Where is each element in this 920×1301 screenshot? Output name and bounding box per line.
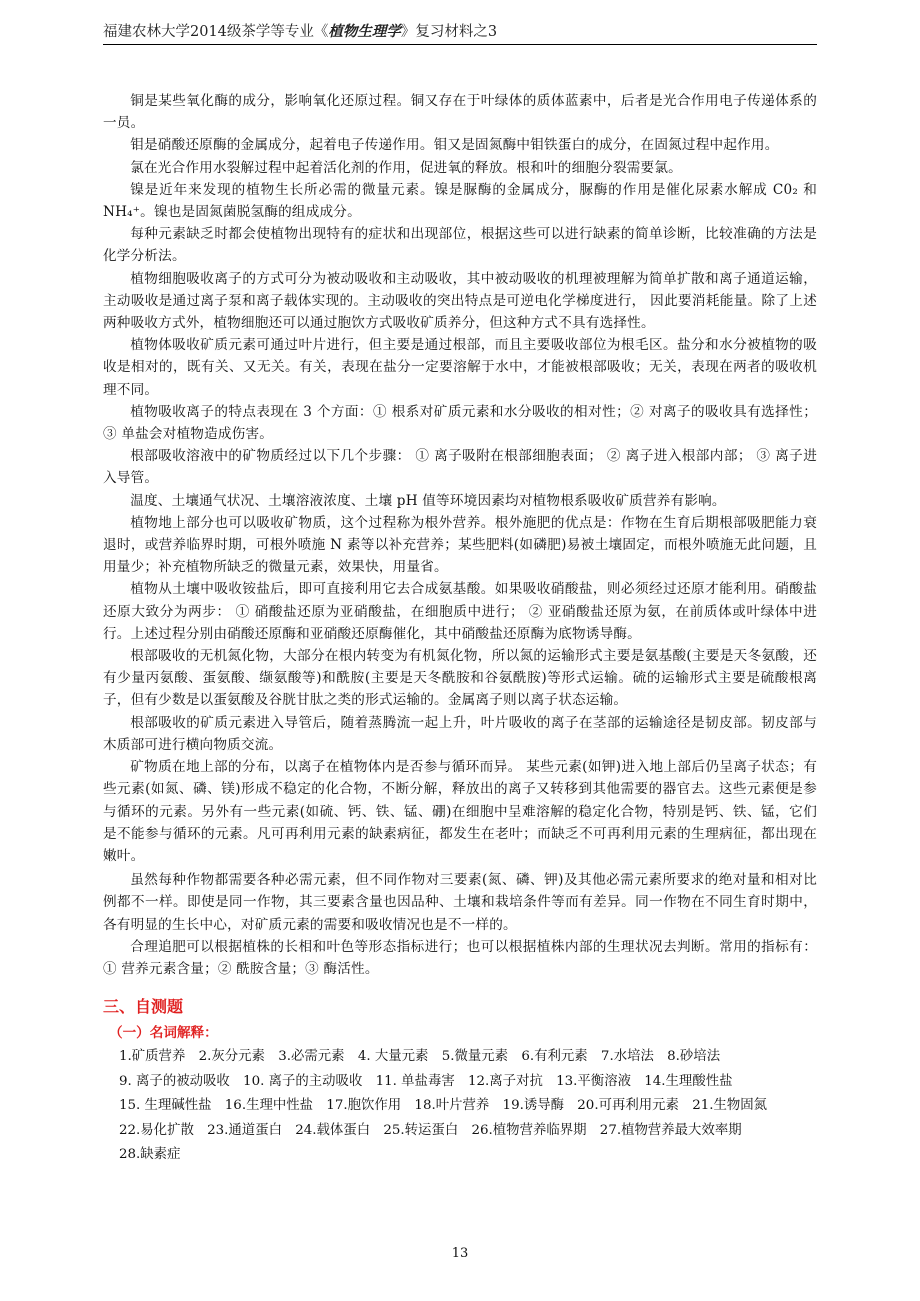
term-item: 15. 生理碱性盐 xyxy=(119,1098,212,1114)
term-item: 12.离子对抗 xyxy=(468,1073,543,1089)
term-item: 7.水培法 xyxy=(600,1049,654,1065)
term-item: 18.叶片营养 xyxy=(414,1098,490,1114)
term-item: 28.缺素症 xyxy=(119,1147,181,1163)
paragraph: 植物地上部分也可以吸收矿物质，这个过程称为根外营养。根外施肥的优点是：作物在生育后期根部吸肥能力衰退时，或营养临界时期，可根外喷施 N 素等以补充营养；某些肥料(如磷肥)易被土壤固定，而根外喷施无此问题，且用量少；补充植物所缺乏的微量元素，效果快，用量省。 xyxy=(103,514,817,576)
term-item: 11. 单盐毒害 xyxy=(375,1073,455,1089)
section-title: 三、自测题 xyxy=(103,997,184,1017)
term-item: 23.通道蛋白 xyxy=(207,1122,282,1138)
term-item: 5.微量元素 xyxy=(441,1049,509,1065)
header-prefix: 福建农林大学2014级茶学等专业《 xyxy=(103,24,329,40)
term-item: 24.载体蛋白 xyxy=(295,1122,371,1138)
term-item: 9. 离子的被动吸收 xyxy=(119,1073,230,1089)
term-item: 16.生理中性盐 xyxy=(224,1098,314,1114)
term-item: 2.灰分元素 xyxy=(198,1049,265,1065)
header-course: 植物生理学 xyxy=(328,23,401,40)
term-item: 14.生理酸性盐 xyxy=(644,1073,733,1089)
paragraph: 根部吸收的矿质元素进入导管后，随着蒸腾流一起上升，叶片吸收的离子在茎部的运输途径是韧皮部。韧皮部与木质部可进行横向物质交流。 xyxy=(103,714,817,753)
paragraph: 根部吸收的无机氮化物，大部分在根内转变为有机氮化物，所以氮的运输形式主要是氨基酸(主要是天冬氨酸，还有少量丙氨酸、蛋氨酸、缬氨酸等)和酰胺(主要是天冬酰胺和谷氨酰胺)等形式运输。硫的运输形式主要是硫酸根离子，但有少数是以蛋氨酸及谷胱甘肽之类的形式运输的。金属离子则以离子状态运输。 xyxy=(103,648,817,709)
paragraph: 根部吸收溶液中的矿物质经过以下几个步骤： ① 离子吸附在根部细胞表面； ② 离子进入根部内部； ③ 离子进入导管。 xyxy=(103,448,817,487)
paragraph: 植物细胞吸收离子的方式可分为被动吸收和主动吸收，其中被动吸收的机理被理解为简单扩散和离子通道运输，主动吸收是通过离子泵和离子载体实现的。主动吸收的突出特点是可逆电化学梯度进行， 因此要消耗能量。除了上述两种吸收方式外，植物细胞还可以通过胞饮方式吸收矿质养分，但这种方式不具有选择性。 xyxy=(103,270,817,332)
paragraph: 植物体吸收矿质元素可通过叶片进行，但主要是通过根部，而且主要吸收部位为根毛区。盐分和水分被植物的吸收是相对的，既有关、又无关。有关，表现在盐分一定要溶解于水中，才能被根部吸收；无关，表现在两者的吸收机理不同。 xyxy=(103,337,817,398)
term-item: 3.必需元素 xyxy=(278,1049,345,1065)
term-item: 8.砂培法 xyxy=(667,1049,721,1065)
paragraph: 氯在光合作用水裂解过程中起着活化剂的作用，促进氧的释放。根和叶的细胞分裂需要氯。 xyxy=(130,159,682,176)
term-item: 26.植物营养临界期 xyxy=(471,1122,587,1138)
paragraph: 钼是硝酸还原酶的金属成分，起着电子传递作用。钼又是固氮酶中钼铁蛋白的成分，在固氮过程中起作用。 xyxy=(130,137,779,154)
terms-line xyxy=(119,1143,817,1168)
paragraph: 矿物质在地上部的分布，以离子在植物体内是否参与循环而异。 某些元素(如钾)进入地上部后仍呈离子状态；有些元素(如氮、磷、镁)形成不稳定的化合物，不断分解，释放出的离子又转移到其他需要的器官去。这些元素便是参与循环的元素。另外有一些元素(如硫、钙、铁、锰、硼)在细胞中呈难溶解的稳定化合物，特别是钙、铁、锰，它们是不能参与循环的元素。凡可再利用元素的缺素病征，都发生在老叶；而缺乏不可再利用元素的生理病征，都出现在嫩叶。 xyxy=(103,759,817,864)
term-item: 10. 离子的主动吸收 xyxy=(243,1073,363,1089)
term-item: 4. 大量元素 xyxy=(357,1049,429,1065)
terms-line xyxy=(119,1094,817,1119)
terms-line xyxy=(119,1070,817,1095)
term-item: 6.有利元素 xyxy=(521,1049,588,1065)
term-item: 22.易化扩散 xyxy=(119,1122,194,1138)
paragraph: 虽然每种作物都需要各种必需元素，但不同作物对三要素(氮、磷、钾)及其他必需元素所要求的绝对量和相对比例都不一样。即使是同一作物，其三要素含量也因品种、土壤和栽培条件等而有差异。同一作物在不同生育时期中，各有明显的生长中心，对矿质元素的需要和吸收情况也是不一样的。 xyxy=(103,872,817,933)
term-item: 13.平衡溶液 xyxy=(556,1073,631,1089)
paragraph: 植物吸收离子的特点表现在 3 个方面：① 根系对矿质元素和水分吸收的相对性；② 对离子的吸收具有选择性；③ 单盐会对植物造成伤害。 xyxy=(103,403,817,443)
term-item: 25.转运蛋白 xyxy=(383,1122,459,1138)
paragraph: 每种元素缺乏时都会使植物出现特有的症状和出现部位，根据这些可以进行缺素的简单诊断，比较准确的方法是化学分析法。 xyxy=(103,226,817,265)
page-number: 13 xyxy=(451,1246,469,1261)
term-item: 27.植物营养最大效率期 xyxy=(599,1122,742,1138)
paragraph: 铜是某些氧化酶的成分，影响氧化还原过程。铜又存在于叶绿体的质体蓝素中，后者是光合作用电子传递体系的一员。 xyxy=(103,93,817,132)
term-item: 17.胞饮作用 xyxy=(326,1098,402,1114)
term-item: 1.矿质营养 xyxy=(119,1049,186,1065)
body-content xyxy=(103,90,817,1168)
header-suffix: 》复习材料之3 xyxy=(400,24,498,40)
term-item: 19.诱导酶 xyxy=(502,1098,565,1114)
paragraph: 植物从土壤中吸收铵盐后，即可直接利用它去合成氨基酸。如果吸收硝酸盐，则必须经过还原才能利用。硝酸盐还原大致分为两步： ① 硝酸盐还原为亚硝酸盐，在细胞质中进行； ② 亚硝酸盐还原为氨，在前质体或叶绿体中进行。上述过程分别由硝酸还原酶和亚硝酸还原酶催化，其中硝酸盐还原酶为底物诱导酶。 xyxy=(103,581,817,642)
paragraph: 合理追肥可以根据植株的长相和叶色等形态指标进行；也可以根据植株内部的生理状况去判断。常用的指标有：① 营养元素含量；② 酰胺含量；③ 酶活性。 xyxy=(103,938,817,977)
page-header xyxy=(103,20,817,45)
terms-list xyxy=(119,1045,817,1168)
term-item: 20.可再利用元素 xyxy=(577,1098,679,1114)
section-subtitle: （一）名词解释： xyxy=(109,1025,218,1042)
paragraph: 温度、土壤通气状况、土壤溶液浓度、土壤 pH 值等环境因素均对植物根系吸收矿质营养有影响。 xyxy=(130,492,726,509)
terms-line xyxy=(119,1045,817,1070)
paragraph: 镍是近年来发现的植物生长所必需的微量元素。镍是脲酶的金属成分，脲酶的作用是催化尿素水解成 C0₂ 和 NH₄⁺。镍也是固氮菌脱氢酶的组成成分。 xyxy=(103,181,817,221)
terms-line xyxy=(119,1119,817,1144)
term-item: 21.生物固氮 xyxy=(692,1098,768,1114)
